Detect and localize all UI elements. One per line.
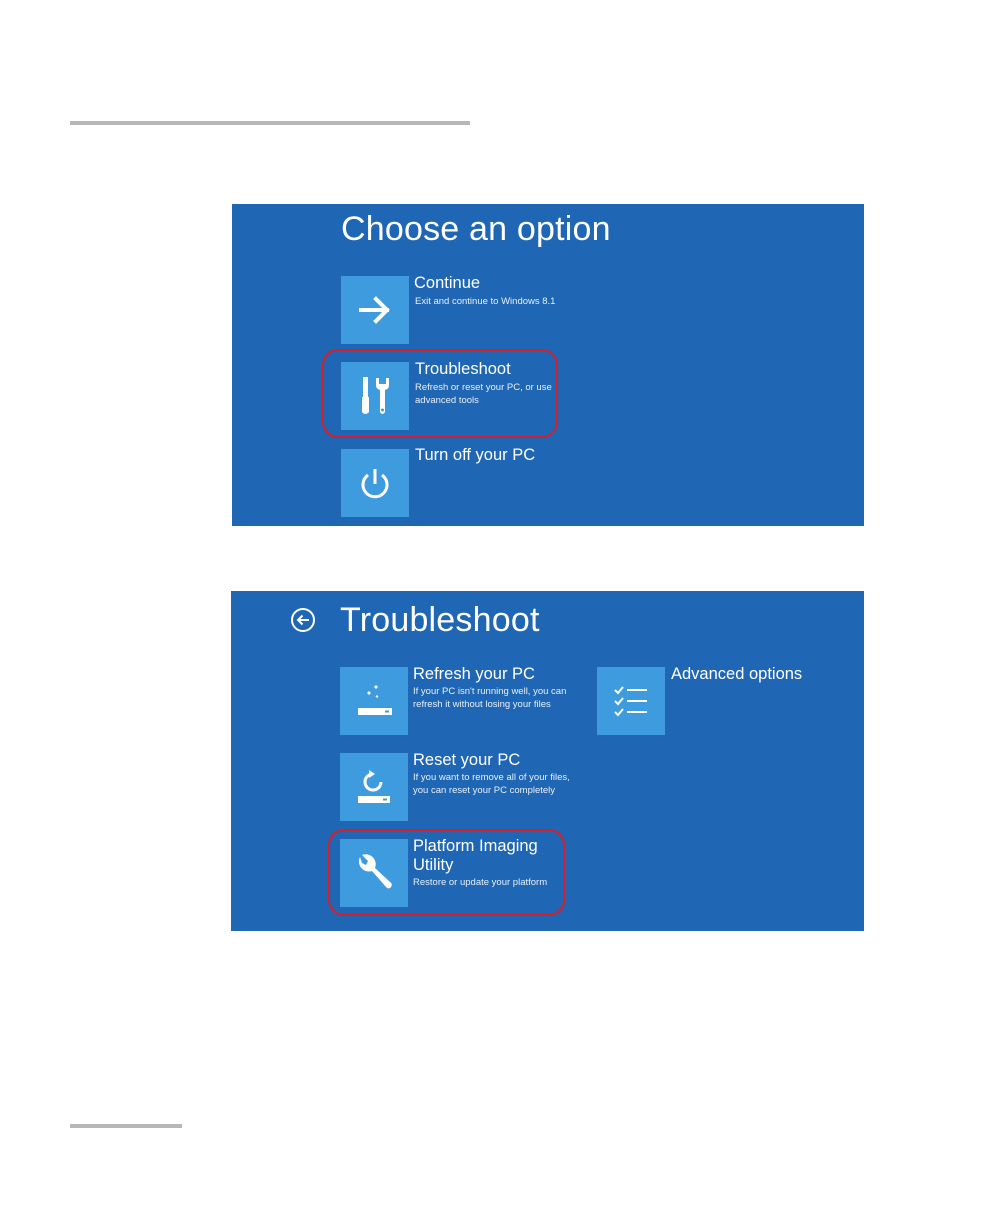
- power-icon: [355, 463, 395, 503]
- refresh-icon: [352, 681, 396, 721]
- screen-title: Choose an option: [341, 210, 611, 248]
- arrow-right-icon: [355, 290, 395, 330]
- screen-title: Troubleshoot: [340, 601, 540, 639]
- reset-icon: [352, 765, 396, 809]
- highlight-outline: [328, 829, 565, 916]
- option-title: Troubleshoot: [415, 360, 511, 378]
- header-rule: [70, 121, 470, 125]
- refresh-tile[interactable]: [340, 667, 408, 735]
- option-description: If you want to remove all of your files, you can reset your PC completely: [413, 772, 570, 796]
- option-title: Turn off your PC: [415, 446, 536, 464]
- option-title: Advanced options: [671, 665, 803, 683]
- continue-tile[interactable]: [341, 276, 409, 344]
- option-description: Exit and continue to Windows 8.1: [415, 296, 556, 307]
- option-description: Refresh or reset your PC, or use advanced tools: [415, 382, 552, 406]
- back-arrow-icon[interactable]: [290, 607, 316, 633]
- option-title: Reset your PC: [413, 751, 521, 769]
- highlight-outline: [322, 349, 558, 438]
- option-description: If your PC isn't running well, you can refresh it without losing your files: [413, 686, 567, 710]
- option-description: Restore or update your platform: [413, 877, 548, 888]
- turn-off-tile[interactable]: [341, 449, 409, 517]
- advanced-options-tile[interactable]: [597, 667, 665, 735]
- option-title: Refresh your PC: [413, 665, 535, 683]
- checklist-icon: [609, 679, 653, 723]
- option-title: Platform Imaging Utility: [413, 837, 538, 874]
- footer-rule: [70, 1124, 182, 1128]
- choose-option-screen: [232, 204, 864, 526]
- reset-tile[interactable]: [340, 753, 408, 821]
- option-title: Continue: [414, 274, 481, 292]
- troubleshoot-screen: [231, 591, 864, 931]
